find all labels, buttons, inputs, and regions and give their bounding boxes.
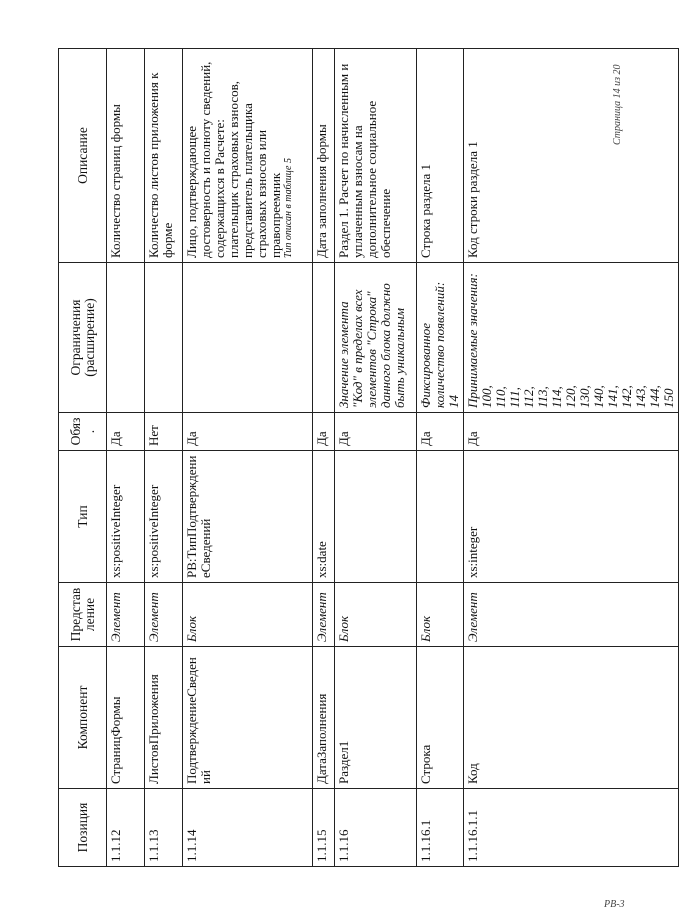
- cell-type: РВ:ТипПодтверждениеСведений: [183, 451, 313, 583]
- description-text: Лицо, подтверждающее достоверность и полноту сведений, содержащихся в Расчете: плательщик страховых взносов, представитель плательщика страховых взносов или правопреемник: [184, 61, 283, 258]
- header-representation: Представление: [59, 583, 107, 647]
- allowed-value: 141,: [605, 385, 620, 408]
- restrictions-title: Принимаемые значения:: [465, 273, 480, 408]
- allowed-value: 142,: [619, 385, 634, 408]
- cell-representation: Элемент: [107, 583, 145, 647]
- allowed-value: 114,: [549, 386, 564, 408]
- header-row: [59, 49, 107, 867]
- cell-description: Количество страниц формы: [107, 49, 145, 263]
- cell-type: [417, 451, 464, 583]
- description-note: Тип описан в таблице 5: [283, 158, 294, 258]
- cell-type: [335, 451, 417, 583]
- cell-representation: Элемент: [145, 583, 183, 647]
- header-restrictions: Ограничения (расширение): [59, 263, 107, 413]
- cell-component: Раздел1: [335, 647, 417, 789]
- cell-mandatory: Да: [107, 413, 145, 451]
- cell-representation: Блок: [183, 583, 313, 647]
- allowed-value: 110,: [493, 386, 508, 408]
- cell-position: 1.1.16.1.1: [464, 789, 679, 867]
- header-component: Компонент: [59, 647, 107, 789]
- cell-representation: Блок: [417, 583, 464, 647]
- header-type: Тип: [59, 451, 107, 583]
- cell-description: Раздел 1. Расчет по начисленным и уплаченным взносам на дополнительное социальное обеспечение: [335, 49, 417, 263]
- corner-mark: РВ-3: [604, 899, 625, 910]
- cell-mandatory: Да: [464, 413, 679, 451]
- cell-position: 1.1.12: [107, 789, 145, 867]
- cell-component: ДатаЗаполнения: [313, 647, 335, 789]
- allowed-value: 140,: [591, 385, 606, 408]
- cell-position: 1.1.14: [183, 789, 313, 867]
- table-row: [313, 49, 335, 867]
- cell-type: xs:positiveInteger: [145, 451, 183, 583]
- cell-restrictions: Значение элемента "Код" в пределах всех элементов "Строка" данного блока должно быть уникальным: [335, 263, 417, 413]
- cell-description: Код строки раздела 1: [464, 49, 679, 263]
- allowed-value: 150: [661, 388, 676, 408]
- spec-table: [58, 48, 679, 867]
- cell-description: Строка раздела 1: [417, 49, 464, 263]
- cell-type: xs:integer: [464, 451, 679, 583]
- cell-restrictions: [313, 263, 335, 413]
- table-row: [417, 49, 464, 867]
- table-row: [145, 49, 183, 867]
- cell-description: [183, 49, 313, 263]
- cell-position: 1.1.15: [313, 789, 335, 867]
- table-row: [183, 49, 313, 867]
- cell-position: 1.1.16: [335, 789, 417, 867]
- cell-restrictions: [183, 263, 313, 413]
- cell-restrictions: [107, 263, 145, 413]
- cell-restrictions: [464, 263, 679, 413]
- cell-component: СтраницФормы: [107, 647, 145, 789]
- cell-representation: Элемент: [464, 583, 679, 647]
- allowed-value: 143,: [633, 385, 648, 408]
- allowed-value: 113,: [535, 386, 550, 408]
- page-number: Страница 14 из 20: [612, 64, 623, 145]
- cell-representation: Блок: [335, 583, 417, 647]
- cell-position: 1.1.16.1: [417, 789, 464, 867]
- cell-mandatory: Нет: [145, 413, 183, 451]
- cell-description: Количество листов приложения к форме: [145, 49, 183, 263]
- cell-restrictions: Фиксированное количество появлений: 14: [417, 263, 464, 413]
- cell-component: Строка: [417, 647, 464, 789]
- table-row: [107, 49, 145, 867]
- header-position: Позиция: [59, 789, 107, 867]
- cell-mandatory: Да: [183, 413, 313, 451]
- cell-mandatory: Да: [335, 413, 417, 451]
- allowed-value: 111,: [507, 387, 522, 408]
- allowed-value: 130,: [577, 385, 592, 408]
- allowed-value: 144,: [647, 385, 662, 408]
- cell-mandatory: Да: [313, 413, 335, 451]
- cell-representation: Элемент: [313, 583, 335, 647]
- allowed-value: 112,: [521, 386, 536, 408]
- allowed-value: 100,: [479, 385, 494, 408]
- table-row: [464, 49, 679, 867]
- cell-mandatory: Да: [417, 413, 464, 451]
- table-row: [335, 49, 417, 867]
- cell-description: Дата заполнения формы: [313, 49, 335, 263]
- cell-component: ЛистовПриложения: [145, 647, 183, 789]
- allowed-value: 120,: [563, 385, 578, 408]
- cell-component: ПодтверждениеСведений: [183, 647, 313, 789]
- cell-type: xs:positiveInteger: [107, 451, 145, 583]
- header-mandatory: Обяз.: [59, 413, 107, 451]
- cell-position: 1.1.13: [145, 789, 183, 867]
- cell-type: xs:date: [313, 451, 335, 583]
- cell-component: Код: [464, 647, 679, 789]
- cell-restrictions: [145, 263, 183, 413]
- header-description: Описание: [59, 49, 107, 263]
